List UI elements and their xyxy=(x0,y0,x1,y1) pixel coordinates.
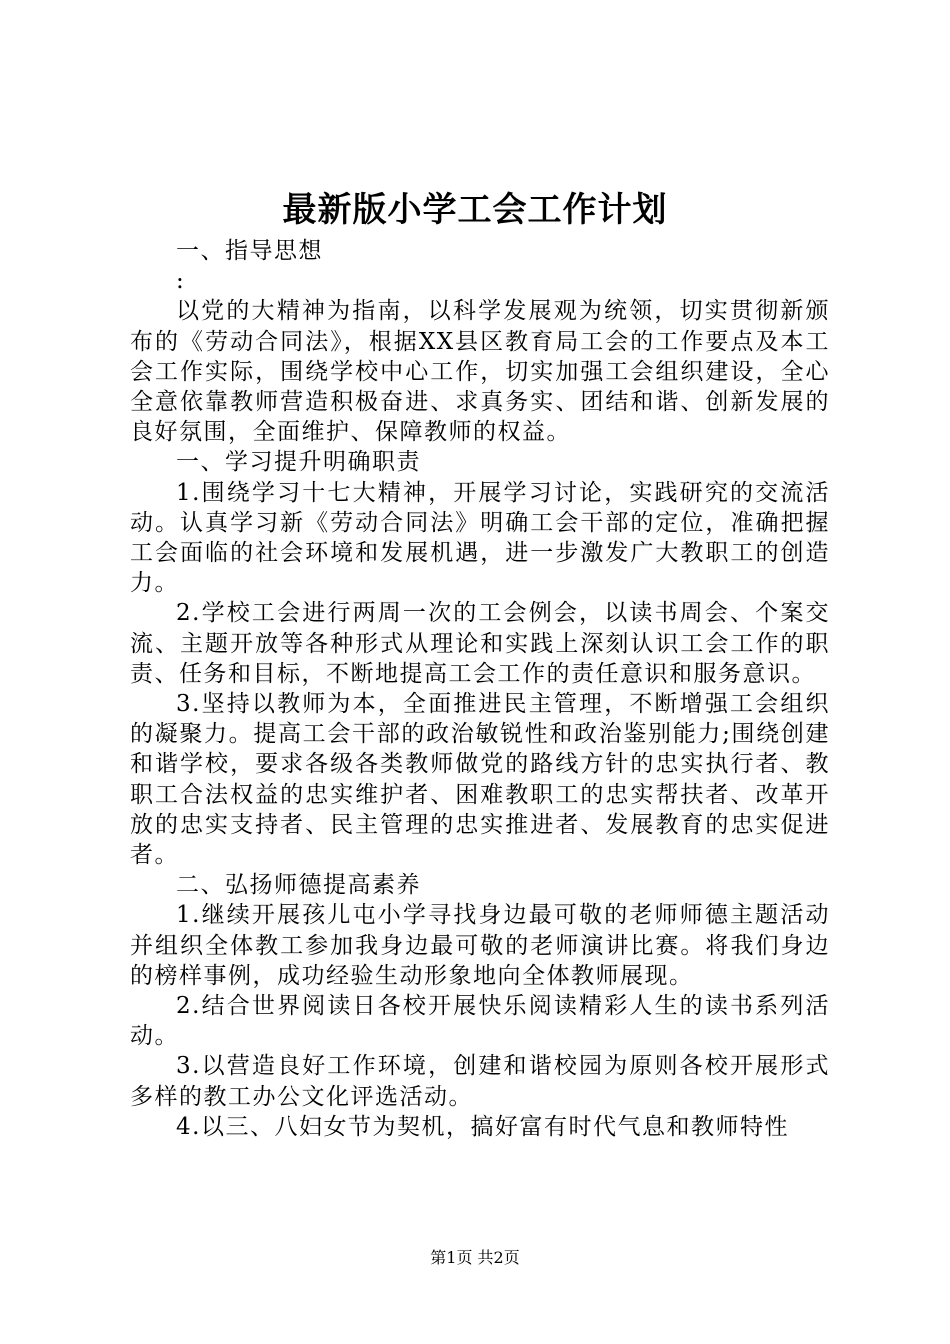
paragraph: 2.学校工会进行两周一次的工会例会，以读书周会、个案交流、主题开放等各种形式从理论和实践上深刻认识工会工作的职责、任务和目标，不断地提高工会工作的责任意识和服务意识。 xyxy=(130,600,830,687)
section-heading: 二、弘扬师德提高素养 xyxy=(176,872,421,899)
paragraph: 以党的大精神为指南，以科学发展观为统领，切实贯彻新颁布的《劳动合同法》，根据XX县区教育局工会的工作要点及本工会工作实际，围绕学校中心工作，切实加强工会组织建设，全心全意依靠教师营造积极奋进、求真务实、团结和谐、创新发展的良好氛围，全面维护、保障教师的权益。 xyxy=(130,298,830,446)
paragraph: 1.围绕学习十七大精神，开展学习讨论，实践研究的交流活动。认真学习新《劳动合同法》明确工会干部的定位，准确把握工会面临的社会环境和发展机遇，进一步激发广大教职工的创造力。 xyxy=(130,479,830,597)
section-heading: 一、学习提升明确职责 xyxy=(176,449,421,476)
section-heading: 一、指导思想 xyxy=(176,238,323,264)
document-body xyxy=(130,236,830,1142)
paragraph: 3.以营造良好工作环境，创建和谐校园为原则各校开展形式多样的教工办公文化评选活动。 xyxy=(130,1053,830,1110)
paragraph: 4.以三、八妇女节为契机，搞好富有时代气息和教师特性 xyxy=(176,1113,789,1140)
paragraph: 1.继续开展孩儿屯小学寻找身边最可敬的老师师德主题活动并组织全体教工参加我身边最可敬的老师演讲比赛。将我们身边的榜样事例，成功经验生动形象地向全体教师展现。 xyxy=(130,902,830,989)
paragraph: 2.结合世界阅读日各校开展快乐阅读精彩人生的读书系列活动。 xyxy=(130,993,830,1050)
paragraph: : xyxy=(176,268,186,295)
document-title: 最新版小学工会工作计划 xyxy=(282,190,668,230)
page-footer: 第1页 共2页 xyxy=(430,1248,520,1267)
paragraph: 3.坚持以教师为本，全面推进民主管理，不断增强工会组织的凝聚力。提高工会干部的政治敏锐性和政治鉴别能力;围绕创建和谐学校，要求各级各类教师做党的路线方针的忠实执行者、教职工合法权益的忠实维护者、困难教职工的忠实帮扶者、改革开放的忠实支持者、民主管理的忠实推进者、发展教育的忠实促进者。 xyxy=(130,691,830,869)
